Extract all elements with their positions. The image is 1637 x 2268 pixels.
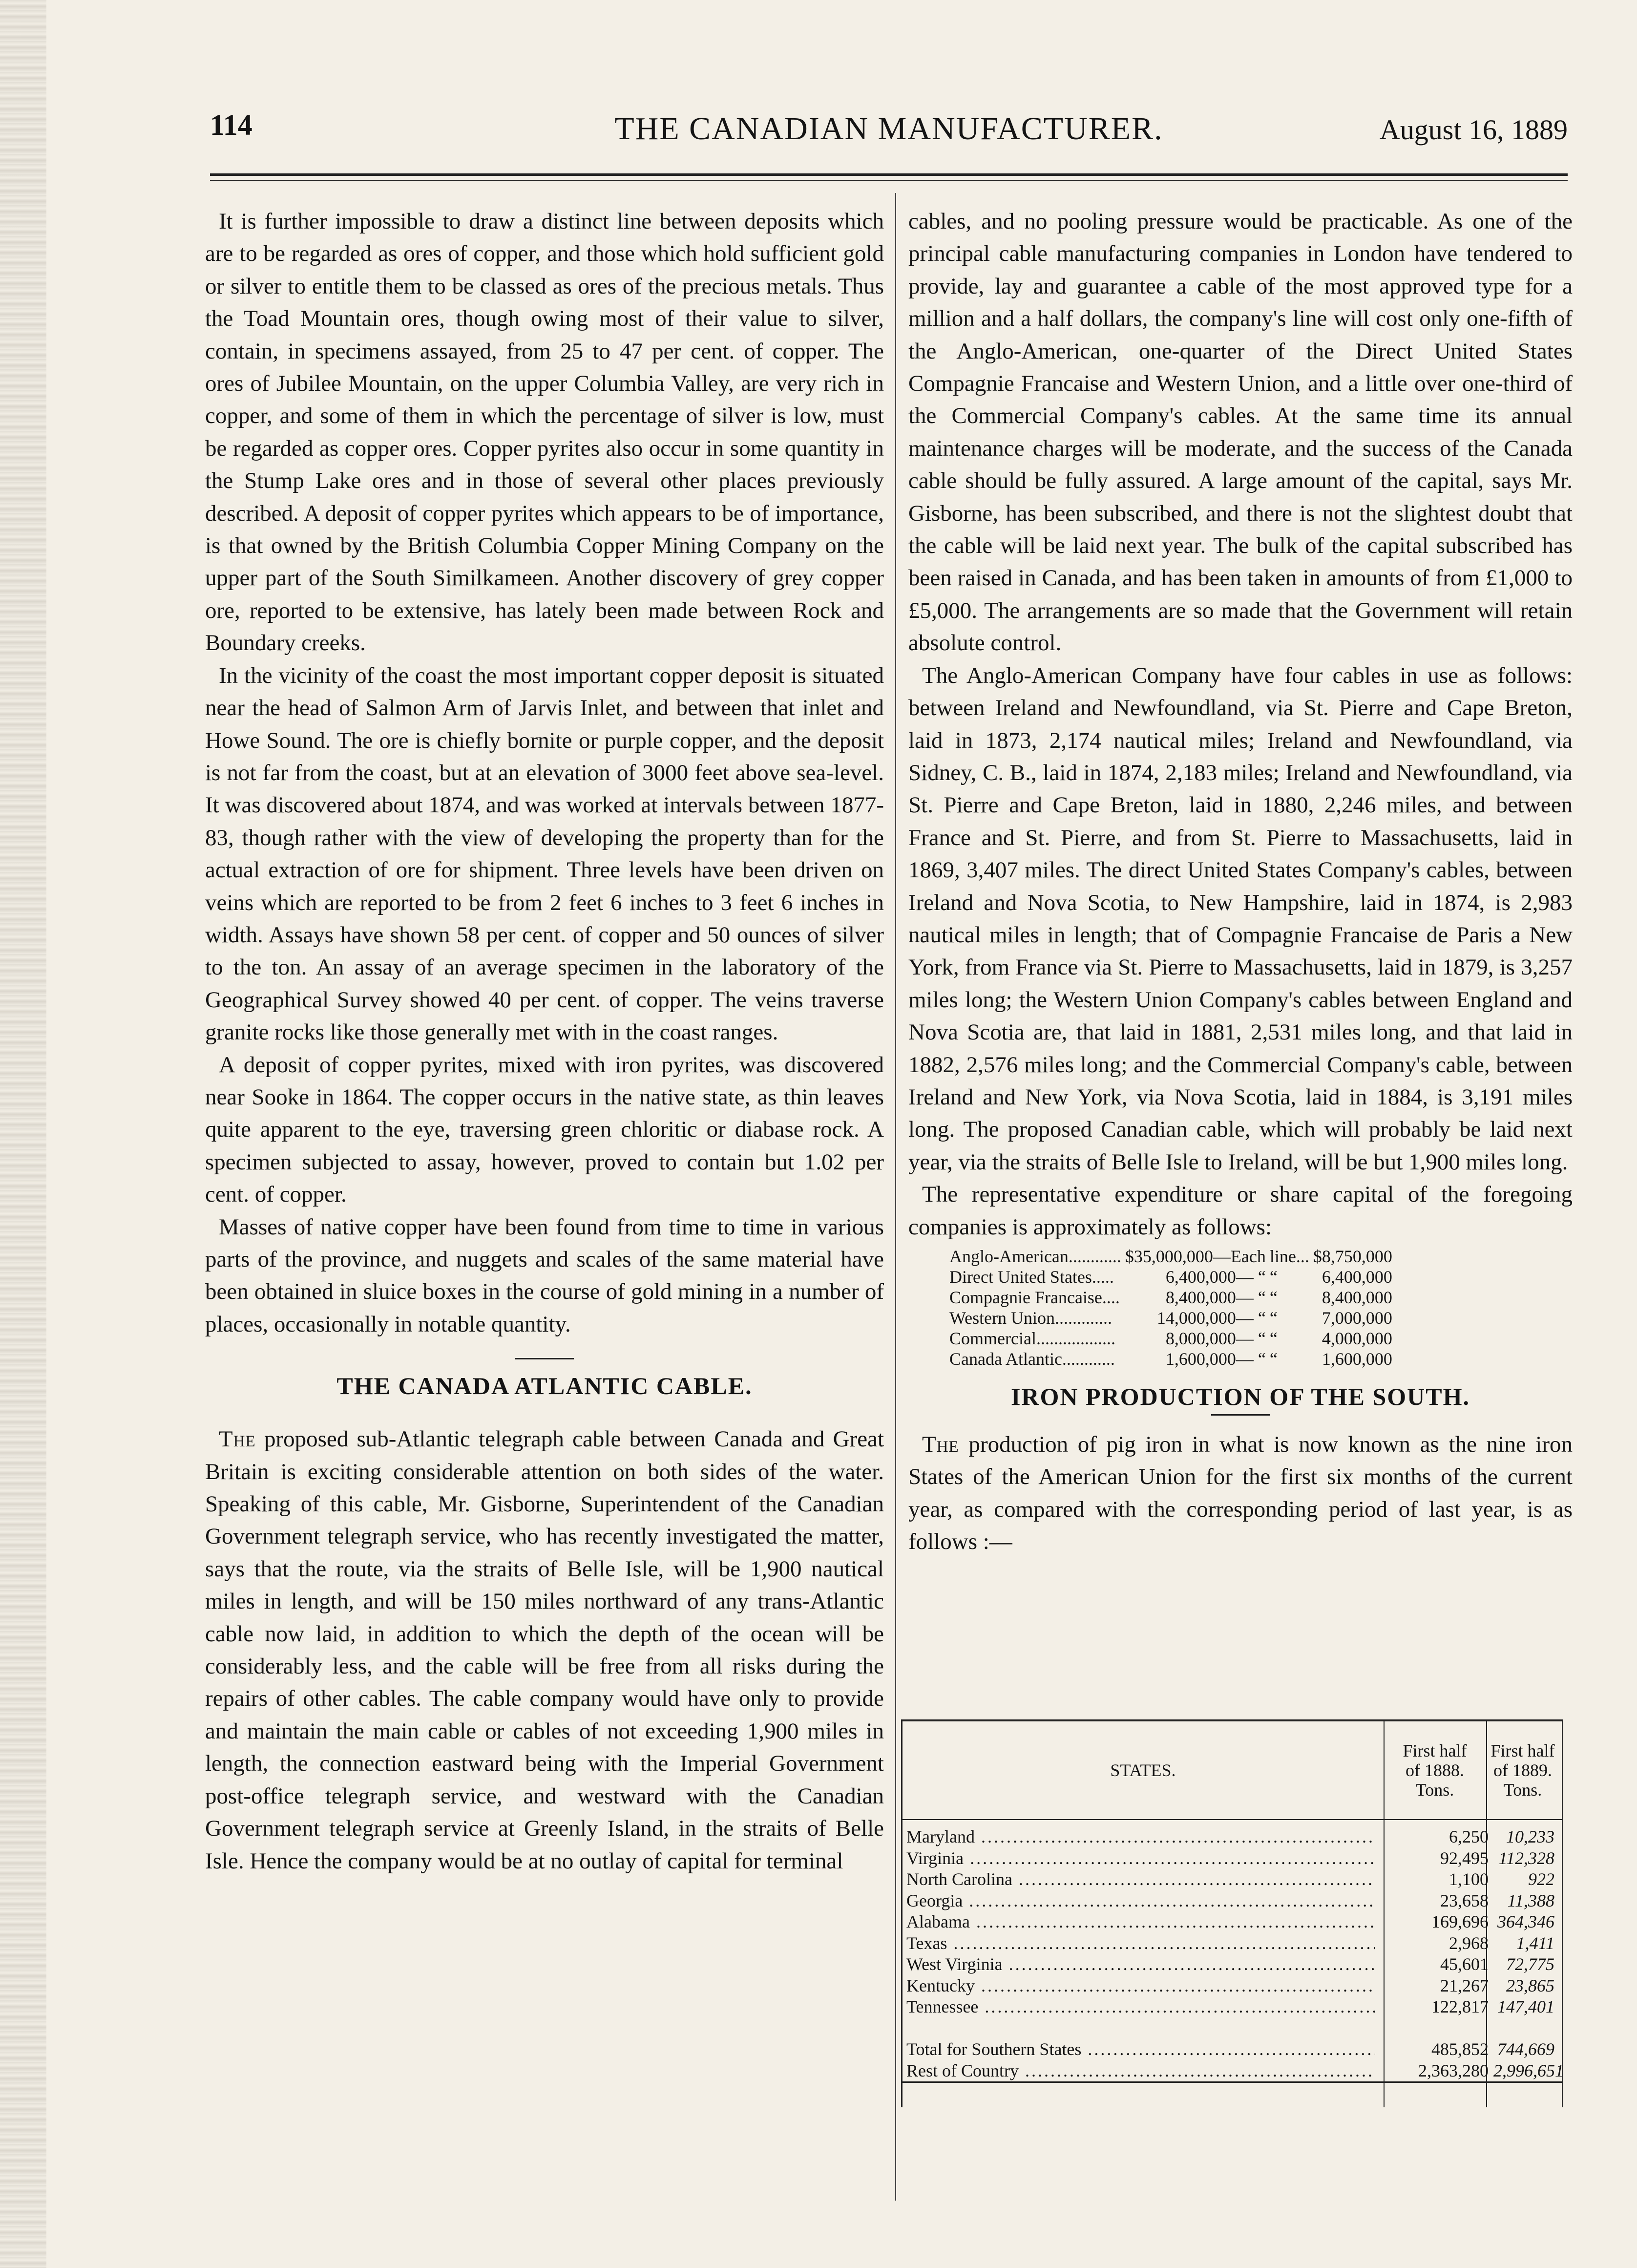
state-row xyxy=(902,1869,1562,1890)
each-line-cell: “ xyxy=(1269,1308,1278,1328)
iron-lead: The xyxy=(922,1432,959,1457)
state-cell: Alabama ..... xyxy=(906,1911,1375,1933)
share-cell: 8,400,000 xyxy=(1322,1288,1392,1307)
pig-iron-table-header xyxy=(902,1721,1562,1820)
iron-heading: IRON PRODUCTION OF THE SOUTH. xyxy=(1010,1383,1470,1410)
company-cell: Commercial.................. xyxy=(949,1329,1115,1348)
share-cell: 1,600,000 xyxy=(1322,1349,1392,1369)
cable-body: proposed sub-Atlantic telegraph cable between Canada and Great Britain is exciting considerable attention on both sides of the water. Speaking of this cable, Mr. Gisborne, Superintendent of the Canadian Government telegraph service, who has recently investigated the matter, says that the route, via the straits of Belle Isle, will be 1,900 nautical miles in length, and will be 150 miles northward of any trans-Atlantic cable now laid, in addition to which the depth of the ocean will be considerably less, and the cable will be free from all risks during the repairs of other cables. The cable company would have only to provide and maintain the main cable or cables of not exceeding 1,900 miles in length, the connection eastward being with the Imperial Government post-office telegraph service, and westward with the Canadian Government telegraph service at Greenly Island, in the straits of Belle Isle. Hence the company would be at no outlay of capital for terminal xyxy=(205,1426,884,1874)
state-row xyxy=(902,1826,1562,1848)
state-row xyxy=(902,1975,1562,1997)
issue-date: August 16, 1889 xyxy=(1379,114,1568,146)
header-rule xyxy=(210,173,1568,176)
state-cell: Kentucky ..... xyxy=(906,1975,1375,1997)
state-cell: Total for Southern States ..... xyxy=(906,2039,1375,2060)
capital-table xyxy=(947,1246,1394,1369)
company-cell: Compagnie Francaise.... xyxy=(949,1288,1120,1307)
page-number: 114 xyxy=(210,109,252,141)
pig-iron-table xyxy=(901,1719,1563,2107)
company-cell: Canada Atlantic............ xyxy=(949,1349,1115,1369)
capital-cell: 8,400,000— “ xyxy=(1165,1288,1266,1307)
share-cell: 7,000,000 xyxy=(1322,1308,1392,1328)
tons-1888-cell: 6,250 xyxy=(1449,1827,1489,1846)
journal-title: THE CANADIAN MANUFACTURER. xyxy=(614,111,1163,147)
tons-1888-cell: 21,267 xyxy=(1440,1975,1489,1995)
tons-1888-cell: 2,363,280 xyxy=(1418,2060,1489,2080)
each-line-cell: “ xyxy=(1269,1288,1278,1307)
capital-intro: The representative expenditure or share capital of the foregoing companies is approximately as follows: xyxy=(908,1182,1573,1240)
cable-lead: The xyxy=(219,1426,256,1452)
anglo-american-paragraph: The Anglo-American Company have four cables in use as follows: between Ireland and Newfoundland, via St. Pierre and Cape Breton, laid in 1873, 2,174 nautical miles; Ireland and Newfoundland, via Sidney, C. B., laid in 1874, 2,183 miles; Ireland and Newfoundland, via St. Pierre and Cape Breton, laid in 1880, 2,246 miles, and between France and St. Pierre, and from St. Pierre to Massachusetts, laid in 1869, 3,407 miles. The direct United States Company's cables, between Ireland and Nova Scotia, to New Hampshire, laid in 1874, is 2,983 nautical miles in length; that of Compagnie Francaise de Paris a New York, from France via St. Pierre to Massachusetts, laid in 1879, is 3,257 miles long; the Western Union Company's cables between England and Nova Scotia are, that laid in 1881, 2,531 miles long, and that laid in 1882, 2,576 miles long; and the Commercial Company's cable, between Ireland and New York, via Nova Scotia, laid in 1884, is 3,191 miles long. The proposed Canadian cable, which will probably be laid next year, via the straits of Belle Isle to Ireland, will be but 1,900 miles long. xyxy=(908,662,1573,1175)
state-row xyxy=(902,1954,1562,1975)
state-row xyxy=(902,1911,1562,1933)
company-cell: Western Union............. xyxy=(949,1308,1112,1328)
share-cell: 6,400,000 xyxy=(1322,1267,1392,1287)
share-cell: $8,750,000 xyxy=(1313,1247,1392,1266)
cable-continued: cables, and no pooling pressure would be practicable. As one of the principal cable manufacturing companies in London have tendered to provide, lay and guarantee a cable of the most approved type for a million and a half dollars, the company's line will cost only one-fifth of the Anglo-American, one-quarter of the Direct United States Compagnie Francaise and Western Union, and a little over one-third of the Commercial Company's cables. At the same time its annual maintenance charges will be moderate, and the success of the Canada cable should be fully assured. A large amount of the capital, says Mr. Gisborne, has been subscribed, and there is not the slightest doubt that the cable will be laid next year. The bulk of the capital subscribed has been raised in Canada, and has been taken in amounts of from £1,000 to £5,000. The arrangements are so made that the Government will retain absolute control. xyxy=(908,209,1573,656)
copper-paragraph-4: Masses of native copper have been found from time to time in various parts of the province, and nuggets and scales of the same material have been obtained in sluice boxes in the course of gold mining in a number of places, occasionally in notable quantity. xyxy=(205,1214,884,1337)
company-cell: Direct United States..... xyxy=(949,1267,1114,1287)
pig-iron-totals xyxy=(902,2039,1562,2083)
share-cell: 4,000,000 xyxy=(1322,1329,1392,1348)
capital-cell: 1,600,000— “ xyxy=(1165,1349,1266,1369)
tons-1888-cell: 1,100 xyxy=(1449,1869,1489,1889)
tons-1889-cell: 112,328 xyxy=(1498,1848,1554,1868)
capital-row xyxy=(947,1328,1394,1349)
capital-row xyxy=(947,1308,1394,1328)
cable-paragraph xyxy=(205,1423,884,1877)
col-1888-header: First half of 1888. Tons. xyxy=(1403,1741,1467,1800)
tons-1888-cell: 45,601 xyxy=(1440,1954,1489,1974)
tons-1889-cell: 1,411 xyxy=(1516,1933,1554,1953)
state-cell: Virginia ..... xyxy=(906,1848,1375,1869)
tons-1888-cell: 2,968 xyxy=(1449,1933,1489,1953)
capital-row xyxy=(947,1267,1394,1287)
column-divider xyxy=(895,193,896,2201)
state-cell: Texas ..... xyxy=(906,1933,1375,1954)
tons-1889-cell: 72,775 xyxy=(1506,1954,1554,1974)
copper-paragraph-1: It is further impossible to draw a distinct line between deposits which are to be regarded as ores of copper, and those which hold sufficient gold or silver to entitle them to be classed as ores of the precious metals. Thus the Toad Mountain ores, though owing most of their value to silver, contain, in specimens assayed, from 25 to 47 per cent. of copper. The ores of Jubilee Mountain, on the upper Columbia Valley, are very rich in copper, and some of them in which the percentage of silver is low, must be regarded as copper ores. Copper pyrites also occur in some quantity in the Stump Lake ores and in those of several other places previously described. A deposit of copper pyrites which appears to be of importance, is that owned by the British Columbia Copper Mining Company on the upper part of the South Similkameen. Another discovery of grey copper ore, reported to be extensive, has lately been made between Rock and Boundary creeks. xyxy=(205,209,884,656)
company-cell: Anglo-American............ xyxy=(949,1247,1121,1266)
tons-1888-cell: 169,696 xyxy=(1431,1912,1489,1931)
tons-1888-cell: 92,495 xyxy=(1440,1848,1489,1868)
state-cell: Georgia ..... xyxy=(906,1890,1375,1912)
iron-paragraph xyxy=(908,1428,1573,1558)
total-row xyxy=(902,2060,1562,2083)
iron-body: production of pig iron in what is now known as the nine iron States of the American Union for the first six months of the current year, as compared with the corresponding period of last year, is as follows :— xyxy=(908,1432,1573,1555)
copper-paragraph-2: In the vicinity of the coast the most important copper deposit is situated near the head of Salmon Arm of Jarvis Inlet, and between that inlet and Howe Sound. The ore is chiefly bornite or purple copper, and the deposit is not far from the coast, but at an elevation of 3000 feet above sea-level. It was discovered about 1874, and was worked at intervals between 1877-83, though rather with the view of developing the property than for the actual extraction of ore for shipment. Three levels have been driven on veins which are reported to be from 2 feet 6 inches to 3 feet 6 inches in width. Assays have shown 58 per cent. of copper and 50 ounces of silver to the ton. An assay of an average specimen in the laboratory of the Geographical Survey showed 40 per cent. of copper. The veins traverse granite rocks like those generally met with in the coast ranges. xyxy=(205,662,884,1045)
capital-row xyxy=(947,1349,1394,1369)
state-cell: West Virginia ..... xyxy=(906,1954,1375,1975)
state-cell: Tennessee ..... xyxy=(906,1996,1375,2018)
header-rule-thin xyxy=(210,180,1568,181)
states-column-header: STATES. xyxy=(1110,1760,1176,1780)
state-cell: North Carolina ..... xyxy=(906,1869,1375,1890)
tons-1889-cell: 922 xyxy=(1528,1869,1554,1889)
each-line-cell: “ xyxy=(1269,1349,1278,1369)
tons-1889-cell: 11,388 xyxy=(1507,1890,1554,1910)
pig-iron-rows xyxy=(902,1826,1562,2018)
state-cell: Maryland ..... xyxy=(906,1826,1375,1848)
left-column xyxy=(205,205,884,1877)
page-header xyxy=(210,108,1568,162)
capital-cell: $35,000,000—Each xyxy=(1125,1247,1266,1266)
tons-1888-cell: 23,658 xyxy=(1440,1890,1489,1910)
capital-cell: 8,000,000— “ xyxy=(1165,1329,1266,1348)
tons-1889-cell: 744,669 xyxy=(1497,2039,1554,2059)
tons-1889-cell: 10,233 xyxy=(1506,1827,1554,1846)
tons-1889-cell: 23,865 xyxy=(1506,1975,1554,1995)
scan-edge xyxy=(0,0,46,2268)
capital-cell: 14,000,000— “ xyxy=(1156,1308,1266,1328)
cable-heading: THE CANADA ATLANTIC CABLE. xyxy=(336,1372,753,1400)
state-cell: Rest of Country ..... xyxy=(906,2060,1375,2082)
state-row xyxy=(902,1933,1562,1954)
each-line-cell: “ xyxy=(1269,1267,1278,1287)
state-row xyxy=(902,1890,1562,1912)
tons-1888-cell: 122,817 xyxy=(1431,1997,1489,2016)
right-column xyxy=(908,205,1573,1558)
each-line-cell: line... xyxy=(1269,1247,1309,1266)
capital-cell: 6,400,000— “ xyxy=(1165,1267,1266,1287)
total-row xyxy=(902,2039,1562,2060)
tons-1889-cell: 147,401 xyxy=(1497,1997,1554,2016)
capital-row xyxy=(947,1246,1394,1267)
state-row xyxy=(902,1996,1562,2018)
tons-1888-cell: 485,852 xyxy=(1431,2039,1489,2059)
tons-1889-cell: 364,346 xyxy=(1497,1912,1554,1931)
copper-paragraph-3: A deposit of copper pyrites, mixed with iron pyrites, was discovered near Sooke in 1864. The copper occurs in the native state, as thin leaves quite apparent to the eye, traversing green chloritic or diabase rock. A specimen subjected to assay, however, proved to contain but 1.02 per cent. of copper. xyxy=(205,1052,884,1208)
capital-row xyxy=(947,1287,1394,1308)
each-line-cell: “ xyxy=(1269,1329,1278,1348)
col-1889-header: First half of 1889. Tons. xyxy=(1490,1741,1555,1800)
tons-1889-cell: 2,996,651 xyxy=(1493,2060,1564,2080)
state-row xyxy=(902,1848,1562,1869)
